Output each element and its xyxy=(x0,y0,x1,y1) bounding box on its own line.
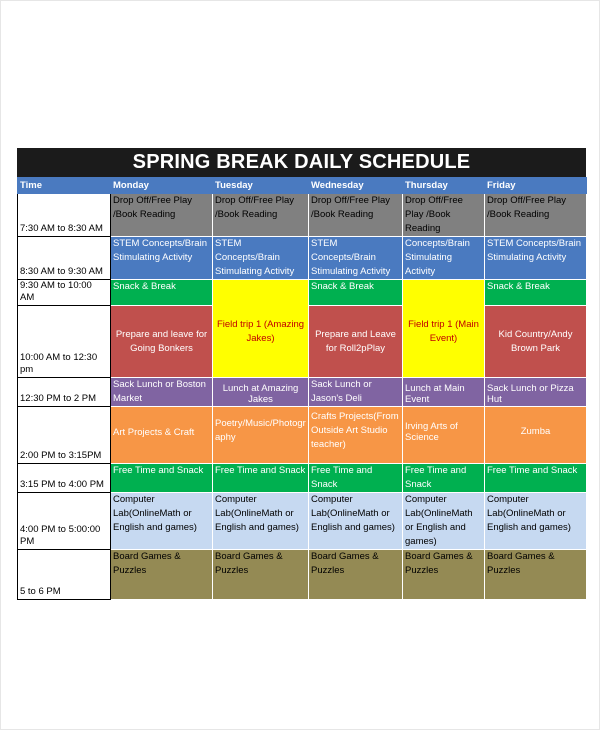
schedule-cell: Poetry/Music/Photography xyxy=(213,407,309,464)
schedule-cell: Snack & Break xyxy=(485,280,587,306)
schedule-cell: Irving Arts of Science xyxy=(403,407,485,464)
schedule-cell: Prepare and leave for Going Bonkers xyxy=(111,306,213,378)
schedule-cell: Drop Off/Free Play /Book Reading xyxy=(403,194,485,237)
schedule-cell: Computer Lab(OnlineMath or English and games) xyxy=(111,493,213,550)
schedule-cell: Computer Lab(OnlineMath or English and games) xyxy=(485,493,587,550)
schedule-cell: STEM Concepts/Brain Stimulating Activity xyxy=(485,237,587,280)
field-trip-label: Field trip 1 (Main Event) xyxy=(408,318,479,344)
time-cell: 8:30 AM to 9:30 AM xyxy=(18,237,111,280)
schedule-cell: Zumba xyxy=(485,407,587,464)
schedule-cell: Drop Off/Free Play /Book Reading xyxy=(309,194,403,237)
table-row xyxy=(18,550,587,600)
schedule-cell: Board Games & Puzzles xyxy=(309,550,403,600)
table-row xyxy=(18,194,587,237)
field-trip-label: Field trip 1 (Amazing Jakes) xyxy=(216,318,305,344)
schedule-cell: Drop Off/Free Play /Book Reading xyxy=(485,194,587,237)
schedule-cell: Concepts/Brain Stimulating Activity xyxy=(403,237,485,280)
schedule-cell: Computer Lab(OnlineMath or English and games) xyxy=(309,493,403,550)
schedule-cell: Computer Lab(OnlineMath or English and games) xyxy=(403,493,485,550)
schedule-cell: STEM Concepts/Brain Stimulating Activity xyxy=(213,237,309,280)
schedule-cell: Computer Lab(OnlineMath or English and games) xyxy=(213,493,309,550)
header-thursday: Thursday xyxy=(403,178,485,194)
schedule-cell: Board Games & Puzzles xyxy=(403,550,485,600)
schedule-cell: Snack & Break xyxy=(111,280,213,306)
schedule-cell: Art Projects & Craft xyxy=(111,407,213,464)
schedule-cell: Board Games & Puzzles xyxy=(111,550,213,600)
time-cell: 2:00 PM to 3:15PM xyxy=(18,407,111,464)
schedule-cell: Sack Lunch or Boston Market xyxy=(111,378,213,407)
header-tuesday: Tuesday xyxy=(213,178,309,194)
schedule-cell: Free Time and Snack xyxy=(111,464,213,493)
schedule-cell: Free Time and Snack xyxy=(403,464,485,493)
schedule-cell: Free Time and Snack xyxy=(485,464,587,493)
header-time: Time xyxy=(18,178,111,194)
time-cell: 5 to 6 PM xyxy=(18,550,111,600)
schedule-cell: Crafts Projects(From Outside Art Studio teacher) xyxy=(309,407,403,464)
schedule-cell: Free Time and Snack xyxy=(213,464,309,493)
schedule-cell: Board Games & Puzzles xyxy=(213,550,309,600)
time-cell: 9:30 AM to 10:00 AM xyxy=(18,280,111,306)
schedule-cell: Snack & Break xyxy=(309,280,403,306)
header-row xyxy=(18,178,587,194)
table-row xyxy=(18,237,587,280)
schedule-cell: Sack Lunch or Jason's Deli xyxy=(309,378,403,407)
table-row xyxy=(18,493,587,550)
header-wednesday: Wednesday xyxy=(309,178,403,194)
schedule-sheet xyxy=(17,148,586,600)
schedule-cell: Lunch at Amazing Jakes xyxy=(213,378,309,407)
schedule-cell: Board Games & Puzzles xyxy=(485,550,587,600)
table-row xyxy=(18,407,587,464)
time-cell: 3:15 PM to 4:00 PM xyxy=(18,464,111,493)
time-cell: 10:00 AM to 12:30 pm xyxy=(18,306,111,378)
schedule-cell: Kid Country/Andy Brown Park xyxy=(485,306,587,378)
schedule-cell: STEM Concepts/Brain Stimulating Activity xyxy=(309,237,403,280)
schedule-cell xyxy=(213,280,309,378)
time-cell: 4:00 PM to 5:00:00 PM xyxy=(18,493,111,550)
schedule-title: SPRING BREAK DAILY SCHEDULE xyxy=(17,148,586,177)
table-row xyxy=(18,464,587,493)
schedule-cell: Drop Off/Free Play /Book Reading xyxy=(213,194,309,237)
time-cell: 7:30 AM to 8:30 AM xyxy=(18,194,111,237)
table-row xyxy=(18,378,587,407)
schedule-cell: Drop Off/Free Play /Book Reading xyxy=(111,194,213,237)
header-friday: Friday xyxy=(485,178,587,194)
schedule-cell: Lunch at Main Event xyxy=(403,378,485,407)
schedule-cell: Prepare and Leave for Roll2pPlay xyxy=(309,306,403,378)
table-row xyxy=(18,280,587,306)
schedule-cell: Free Time and Snack xyxy=(309,464,403,493)
schedule-cell: Sack Lunch or Pizza Hut xyxy=(485,378,587,407)
schedule-table xyxy=(17,177,587,600)
header-monday: Monday xyxy=(111,178,213,194)
time-cell: 12:30 PM to 2 PM xyxy=(18,378,111,407)
schedule-cell: STEM Concepts/Brain Stimulating Activity xyxy=(111,237,213,280)
schedule-cell xyxy=(403,280,485,378)
